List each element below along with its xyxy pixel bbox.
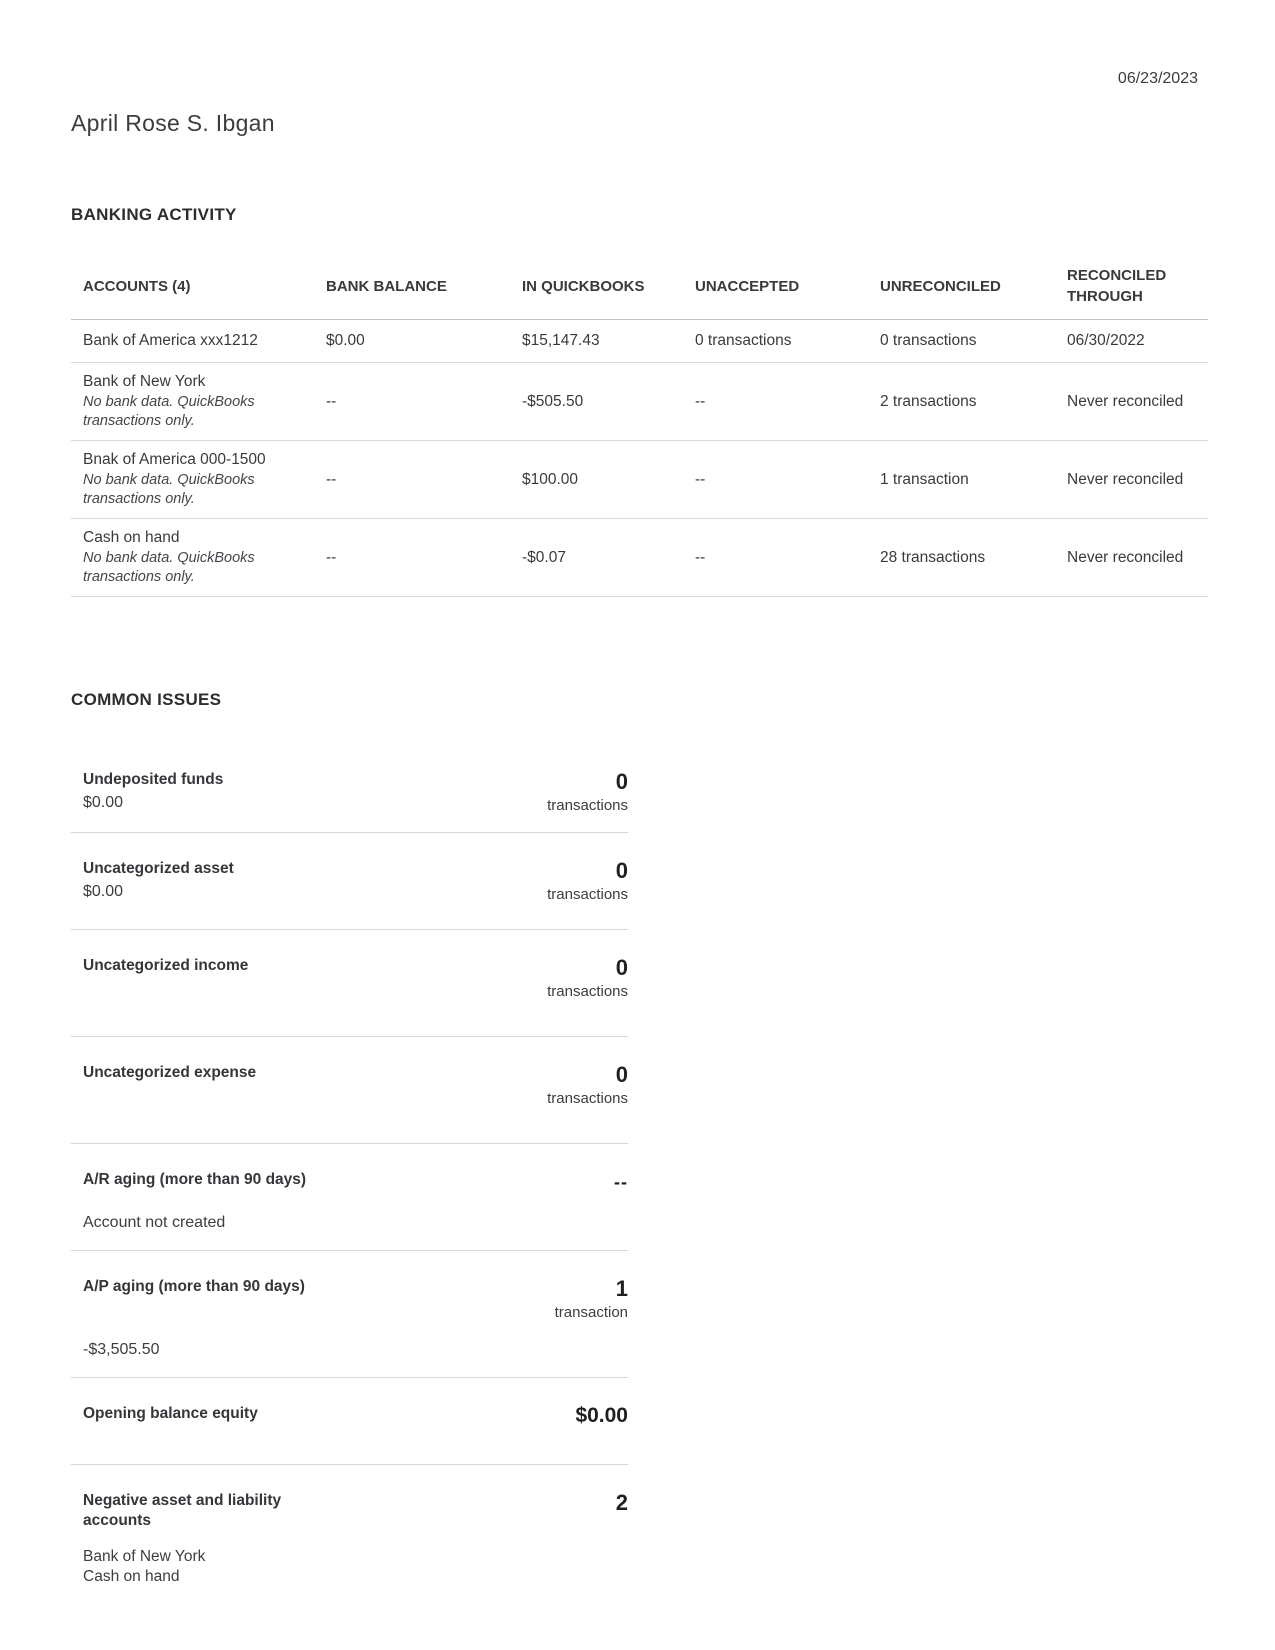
- issue-value: [508, 859, 628, 903]
- account-cell: [71, 519, 326, 597]
- reconciled-through-cell: Never reconciled: [1067, 519, 1208, 597]
- issue-row: [83, 1170, 628, 1194]
- issue-label-block: [83, 859, 234, 901]
- issue-detail-line: Cash on hand: [83, 1568, 180, 1585]
- account-note: No bank data. QuickBooks transactions only.: [83, 550, 255, 585]
- issue-count: 0: [615, 769, 628, 794]
- issue-count-caption: transaction: [554, 1304, 628, 1321]
- issue-value: [508, 956, 628, 1000]
- column-header-unreconciled: UNRECONCILED: [880, 253, 1067, 320]
- account-cell: [71, 363, 326, 441]
- issue-count-caption: transactions: [547, 886, 628, 903]
- issue-value: [508, 1170, 628, 1194]
- column-header-accounts: ACCOUNTS (4): [71, 253, 326, 320]
- issue-row: [83, 1063, 628, 1107]
- unaccepted-cell: --: [695, 519, 880, 597]
- issue-label: Uncategorized income: [83, 957, 249, 974]
- issue-value: [508, 1063, 628, 1107]
- unreconciled-cell: 28 transactions: [880, 519, 1067, 597]
- issue-count: 0: [615, 1062, 628, 1087]
- issue-negative-accounts: [71, 1465, 628, 1605]
- issue-label: A/R aging (more than 90 days): [83, 1171, 307, 1188]
- reconciled-through-cell: Never reconciled: [1067, 363, 1208, 441]
- unreconciled-cell: 1 transaction: [880, 441, 1067, 519]
- issue-count-caption: transactions: [547, 1090, 628, 1107]
- issue-count: --: [614, 1172, 628, 1192]
- issue-detail-line: Bank of New York: [83, 1548, 206, 1565]
- unreconciled-cell: 2 transactions: [880, 363, 1067, 441]
- banking-activity-table: [71, 253, 1208, 597]
- account-cell: [71, 441, 326, 519]
- account-name: Bnak of America 000-1500: [83, 451, 266, 468]
- issue-uncategorized-asset: [71, 833, 628, 930]
- account-name: Bank of New York: [83, 373, 206, 390]
- issue-label: Uncategorized asset: [83, 860, 234, 877]
- issue-row: [83, 1277, 628, 1321]
- issue-value: [508, 1491, 628, 1515]
- issue-row: [83, 770, 628, 814]
- page-title: April Rose S. Ibgan: [71, 110, 275, 136]
- bank-balance-cell: --: [326, 363, 522, 441]
- common-issues-heading: COMMON ISSUES: [71, 690, 222, 709]
- issue-ar-aging: [71, 1144, 628, 1251]
- issue-opening-balance-equity: [71, 1378, 628, 1465]
- issue-label: Undeposited funds: [83, 771, 224, 788]
- issue-uncategorized-expense: [71, 1037, 628, 1144]
- in-quickbooks-cell: -$505.50: [522, 363, 695, 441]
- issue-detail-list: [83, 1547, 628, 1587]
- issue-detail: Account not created: [83, 1214, 226, 1231]
- reconciled-through-cell: Never reconciled: [1067, 441, 1208, 519]
- in-quickbooks-cell: -$0.07: [522, 519, 695, 597]
- issue-label: Opening balance equity: [83, 1405, 258, 1422]
- banking-activity-heading: BANKING ACTIVITY: [71, 205, 237, 224]
- issue-count-caption: transactions: [547, 983, 628, 1000]
- table-row: [71, 320, 1208, 363]
- unreconciled-cell: 0 transactions: [880, 320, 1067, 363]
- issue-amount: $0.00: [575, 1404, 628, 1427]
- column-header-bank-balance: BANK BALANCE: [326, 253, 522, 320]
- issue-undeposited-funds: [71, 744, 628, 833]
- common-issues-list: [71, 744, 628, 1605]
- table-row: [71, 441, 1208, 519]
- issue-value: [508, 1404, 628, 1428]
- column-header-reconciled-through: RECONCILED THROUGH: [1067, 253, 1208, 320]
- issue-uncategorized-income: [71, 930, 628, 1037]
- issue-detail: -$3,505.50: [83, 1341, 160, 1358]
- unaccepted-cell: --: [695, 363, 880, 441]
- issue-amount: $0.00: [83, 883, 124, 900]
- account-cell: [71, 320, 326, 363]
- report-date: 06/23/2023: [1117, 70, 1198, 87]
- issue-ap-aging: [71, 1251, 628, 1378]
- issue-row: [83, 1491, 628, 1531]
- column-header-in-quickbooks: IN QUICKBOOKS: [522, 253, 695, 320]
- issue-label: Uncategorized expense: [83, 1064, 257, 1081]
- table-header-row: [71, 253, 1208, 320]
- bank-balance-cell: $0.00: [326, 320, 522, 363]
- account-name: Bank of America xxx1212: [83, 332, 258, 349]
- issue-row: [83, 1404, 628, 1428]
- in-quickbooks-cell: $15,147.43: [522, 320, 695, 363]
- issue-label: A/P aging (more than 90 days): [83, 1278, 305, 1295]
- issue-label-block: [83, 770, 223, 812]
- reconciled-through-cell: 06/30/2022: [1067, 320, 1208, 363]
- unaccepted-cell: --: [695, 441, 880, 519]
- issue-amount: $0.00: [83, 794, 124, 811]
- bank-balance-cell: --: [326, 441, 522, 519]
- table-row: [71, 363, 1208, 441]
- common-issues-section: [71, 689, 628, 1605]
- issue-count: 2: [615, 1490, 628, 1515]
- table-row: [71, 519, 1208, 597]
- issue-count: 0: [615, 858, 628, 883]
- bank-balance-cell: --: [326, 519, 522, 597]
- in-quickbooks-cell: $100.00: [522, 441, 695, 519]
- issue-row: [83, 859, 628, 903]
- issue-count: 1: [615, 1276, 628, 1301]
- account-note: No bank data. QuickBooks transactions only.: [83, 472, 255, 507]
- account-note: No bank data. QuickBooks transactions only.: [83, 394, 255, 429]
- issue-count-caption: transactions: [547, 797, 628, 814]
- column-header-unaccepted: UNACCEPTED: [695, 253, 880, 320]
- account-name: Cash on hand: [83, 529, 180, 546]
- issue-label: Negative asset and liability accounts: [83, 1492, 282, 1529]
- issue-row: [83, 956, 628, 1000]
- issue-count: 0: [615, 955, 628, 980]
- issue-value: [508, 1277, 628, 1321]
- issue-value: [508, 770, 628, 814]
- unaccepted-cell: 0 transactions: [695, 320, 880, 363]
